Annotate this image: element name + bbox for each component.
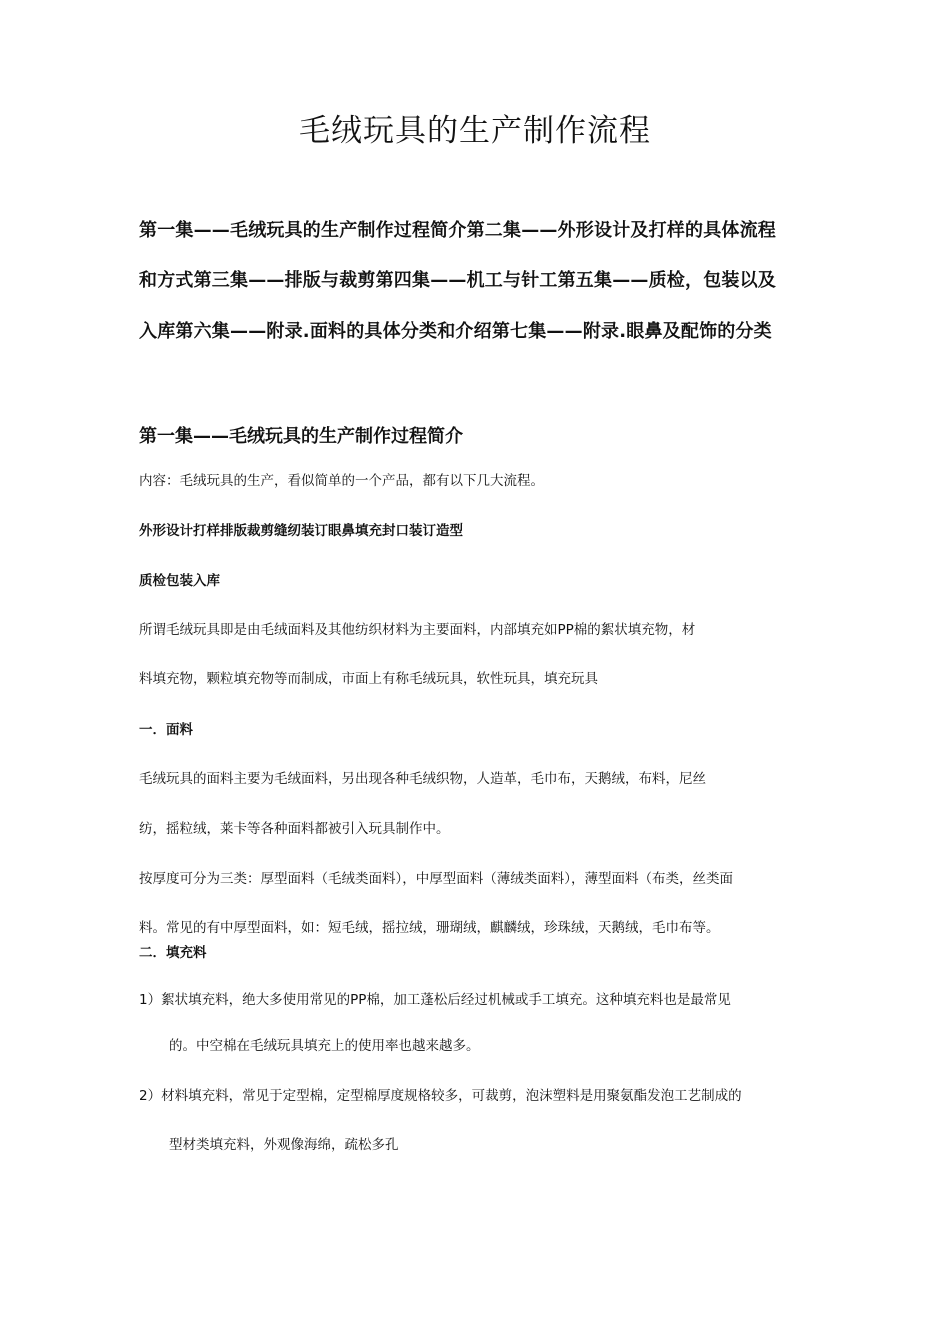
toc-line-1: 第一集——毛绒玩具的生产制作过程简介第二集——外形设计及打样的具体流程 [139,220,776,241]
filling-item-1-line-2: 的。中空棉在毛绒玩具填充上的使用率也越来越多。 [169,1038,480,1054]
process-steps: 外形设计打样排版裁剪缝纫装订眼鼻填充封口装订造型 [139,523,463,539]
fabric-paragraph-1-line-1: 毛绒玩具的面料主要为毛绒面料，另出现各种毛绒织物，人造革，毛巾布，天鹅绒，布料，尼丝 [139,771,706,787]
fabric-paragraph-2-line-2: 料。常见的有中厚型面料，如：短毛绒，摇拉绒，珊瑚绒，麒麟绒，珍珠绒，天鹅绒，毛巾布等。 [139,920,720,936]
filling-item-2-line-1: 2）材料填充料，常见于定型棉，定型棉厚度规格较多，可裁剪，泡沫塑料是用聚氨酯发泡工艺制成的 [139,1088,742,1104]
filling-heading: 二．填充料 [139,945,207,961]
toc-line-3: 入库第六集——附录.面料的具体分类和介绍第七集——附录.眼鼻及配饰的分类 [139,321,772,342]
fabric-paragraph-2-line-1: 按厚度可分为三类：厚型面料（毛绒类面料），中厚型面料（薄绒类面料），薄型面料（布类，丝类面 [139,871,733,887]
definition-line-2: 料填充物，颗粒填充物等而制成，市面上有称毛绒玩具，软性玩具，填充玩具 [139,671,598,687]
fabric-paragraph-1-line-2: 纺，摇粒绒，莱卡等各种面料都被引入玩具制作中。 [139,821,450,837]
section-heading: 第一集——毛绒玩具的生产制作过程简介 [139,426,463,447]
filling-item-1-line-1: 1）絮状填充料，绝大多使用常见的PP棉，加工蓬松后经过机械或手工填充。这种填充料也是最常见 [139,992,731,1008]
process-steps-continued: 质检包装入库 [139,573,220,589]
intro-text: 内容：毛绒玩具的生产，看似简单的一个产品，都有以下几大流程。 [139,473,544,489]
filling-item-2-line-2: 型材类填充料，外观像海绵，疏松多孔 [169,1137,399,1153]
fabric-heading: 一．面料 [139,722,193,738]
toc-line-2: 和方式第三集——排版与裁剪第四集——机工与针工第五集——质检，包装以及 [139,270,776,291]
document-title: 毛绒玩具的生产制作流程 [299,113,651,149]
definition-line-1: 所谓毛绒玩具即是由毛绒面料及其他纺织材料为主要面料，内部填充如PP棉的絮状填充物，材 [139,622,696,638]
